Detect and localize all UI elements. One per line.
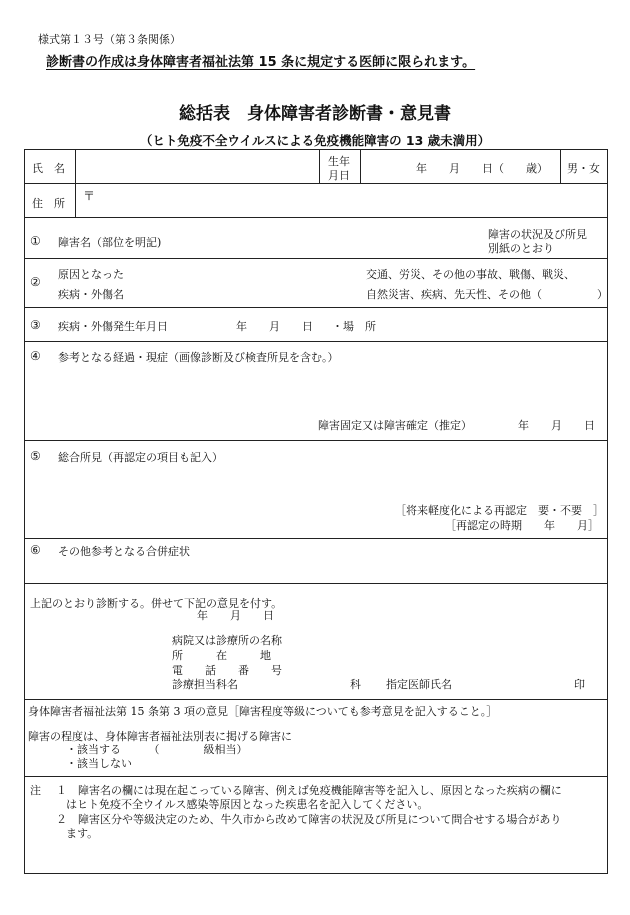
- form-number: 様式第１３号（第３条関係）: [38, 33, 181, 46]
- notice: 診断書の作成は身体障害者福祉法第 15 条に規定する医師に限られます。: [46, 55, 476, 70]
- item4-label: 参考となる経過・現症（画像診断及び検査所見を含む。）: [58, 351, 339, 364]
- item5-number: ⑤: [30, 449, 41, 463]
- dob-field[interactable]: 年 月 日（ 歳）: [416, 162, 548, 175]
- form-title: 総括表 身体障害者診断書・意見書: [179, 104, 451, 124]
- item3-label: 疾病・外傷発生年月日: [58, 320, 168, 333]
- item1-note-line1: 障害の状況及び所見: [488, 228, 587, 241]
- phone-label: 電 話 番 号: [172, 664, 282, 677]
- item3-place: ・場 所: [332, 320, 376, 333]
- item2-options-line1: 交通、労災、その他の事故、戦傷、戦災、: [366, 268, 575, 281]
- item2-options-line2: 自然災害、疾病、先天性、その他（ ）: [366, 288, 608, 301]
- opinion-option-not-applicable[interactable]: ・該当しない: [66, 757, 132, 770]
- postal-mark: 〒: [83, 189, 96, 203]
- name-field[interactable]: [76, 150, 318, 182]
- note2-number: ２: [56, 813, 67, 826]
- item6-field[interactable]: [25, 560, 607, 582]
- item5-label: 総合所見（再認定の項目も記入）: [58, 451, 223, 464]
- item1-number: ①: [30, 234, 41, 248]
- item6-number: ⑥: [30, 543, 41, 557]
- opinion-option-applicable[interactable]: ・該当する （ 級相当）: [66, 743, 248, 756]
- department-label: 診療担当科名: [172, 678, 238, 691]
- item5-field[interactable]: [25, 466, 607, 500]
- doctor-name-label: 指定医師氏名: [386, 678, 452, 691]
- item3-date: 年 月 日: [236, 320, 313, 333]
- sex-selector[interactable]: 男・女: [567, 162, 600, 175]
- dob-label-line1: 生年: [328, 155, 350, 168]
- item4-field[interactable]: [25, 366, 607, 412]
- hospital-label: 病院又は診療所の名称: [172, 634, 282, 647]
- diagnosis-statement: 上記のとおり診断する。併せて下記の意見を付す。: [30, 597, 283, 610]
- name-label: 氏 名: [32, 162, 65, 175]
- item3-number: ③: [30, 318, 41, 332]
- item6-label: その他参考となる合併症状: [58, 545, 190, 558]
- hospital-address-label: 所 在 地: [172, 649, 271, 662]
- item4-fixed-date: 年 月 日: [518, 419, 595, 432]
- address-field[interactable]: [76, 184, 606, 216]
- item4-fixed-label: 障害固定又は障害確定（推定）: [318, 419, 472, 432]
- note1-line1: 障害名の欄には現在起こっている障害、例えば免疫機能障害等を記入し、原因となった疾病の欄に: [78, 784, 562, 797]
- note2-line2: ます。: [66, 827, 99, 840]
- item2-number: ②: [30, 275, 41, 289]
- item1-label: 障害名（部位を明記): [58, 236, 162, 249]
- item1-note-line2: 別紙のとおり: [488, 242, 554, 255]
- notes-label: 注: [30, 784, 41, 797]
- dob-label-line2: 月日: [328, 169, 350, 182]
- item2-label-line2: 疾病・外傷名: [58, 288, 124, 301]
- department-suffix: 科: [350, 678, 361, 691]
- item5-recert-line2: ［再認定の時期 年 月］: [445, 519, 599, 532]
- opinion-header: 身体障害者福祉法第 15 条第 3 項の意見［障害程度等級についても参考意見を記入すること。］: [28, 705, 498, 718]
- form-subtitle: （ヒト免疫不全ウイルスによる免疫機能障害の 13 歳未満用）: [139, 133, 491, 148]
- seal-mark: 印: [574, 678, 585, 691]
- note1-number: １: [56, 784, 67, 797]
- item2-label-line1: 原因となった: [58, 268, 124, 281]
- address-label: 住 所: [32, 197, 65, 210]
- item5-recert-line1: ［将来軽度化による再認定 要・不要 ］: [395, 504, 604, 517]
- note2-line1: 障害区分や等級決定のため、牛久市から改めて障害の状況及び所見について問合せする場合があり: [78, 813, 562, 826]
- opinion-line: 障害の程度は、身体障害者福祉法別表に掲げる障害に: [28, 730, 292, 743]
- diagnosis-date: 年 月 日: [197, 609, 274, 622]
- item4-number: ④: [30, 349, 41, 363]
- note1-line2: はヒト免疫不全ウイルス感染等原因となった疾患名を記入してください。: [66, 798, 429, 811]
